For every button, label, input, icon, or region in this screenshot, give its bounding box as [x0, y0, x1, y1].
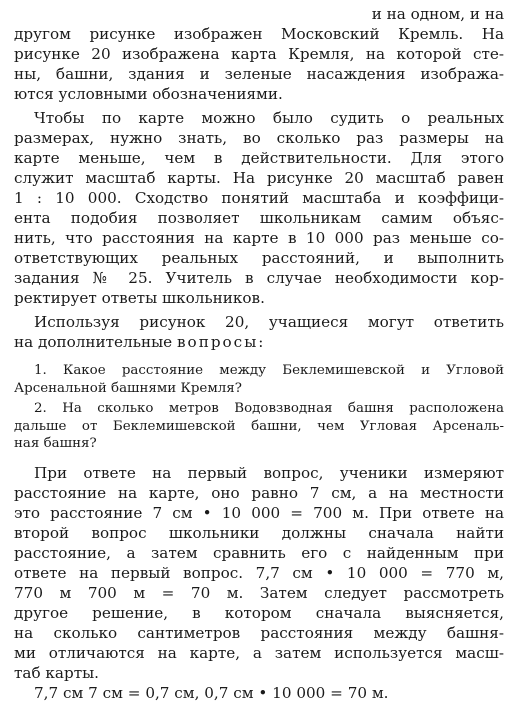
question-line: дальше от Беклемишевской башни, чем Угловая Арсеналь-	[14, 418, 504, 434]
question-1	[14, 362, 504, 397]
text-line: Чтобы по карте можно было судить о реальных	[34, 109, 504, 127]
question-2	[14, 400, 504, 453]
text-line: ны, башни, здания и зеленые насаждения изобража-	[14, 65, 504, 83]
text-line: второй вопрос школьники должны сначала найти	[14, 523, 504, 542]
text-line: 1 : 10 000. Сходство понятий масштаба и коэффици-	[14, 189, 504, 207]
text-line: другое решение, в котором сначала выясняется,	[14, 603, 504, 622]
questions-block	[14, 362, 504, 453]
text-line: 770 м 700 м = 70 м. Затем следует рассмотреть	[14, 583, 504, 602]
question-line: ная башня?	[14, 436, 97, 451]
text-line: Используя рисунок 20, учащиеся могут ответить	[34, 313, 504, 331]
paragraph-3	[14, 312, 504, 352]
text-line: таб карты.	[14, 663, 100, 682]
text-line: При ответе на первый вопрос, ученики измеряют	[34, 463, 504, 482]
text-line: это расстояние 7 см • 10 000 = 700 м. При ответе на	[14, 503, 504, 522]
text-line	[14, 332, 504, 352]
text-line: служит масштаб карты. На рисунке 20 масштаб равен	[14, 169, 504, 187]
paragraph-4	[14, 463, 504, 683]
text-line: расстояние на карте, оно равно 7 см, а на местности	[14, 483, 504, 502]
question-line: 1. Какое расстояние между Беклемишевской и Угловой	[34, 363, 504, 378]
text-line: расстояние, а затем сравнить его с найденным при	[14, 543, 504, 562]
paragraph-1	[14, 4, 504, 104]
emphasized-text: вопросы:	[177, 333, 266, 351]
text-line: ответе на первый вопрос. 7,7 см • 10 000 = 770 м,	[14, 563, 504, 582]
text-line: другом рисунке изображен Московский Кремль. На	[14, 25, 504, 43]
text-fragment: на дополнительные	[14, 333, 177, 351]
text-line: ются условными обозначениями.	[14, 85, 283, 103]
paragraph-2	[14, 108, 504, 308]
document-page	[14, 4, 504, 703]
text-line: ректирует ответы школьников.	[14, 289, 265, 307]
text-line: размерах, нужно знать, во сколько раз размеры на	[14, 129, 504, 147]
text-line: ми отличаются на карте, а затем используется масш-	[14, 643, 504, 662]
text-line: нить, что расстояния на карте в 10 000 раз меньше со-	[14, 229, 504, 247]
question-line: 2. На сколько метров Водовзводная башня расположена	[34, 401, 504, 416]
text-line: ответствующих реальных расстояний, и выполнить	[14, 249, 504, 267]
text-line: на сколько сантиметров расстояния между башня-	[14, 623, 504, 642]
text-line: ента подобия позволяет школьникам самим объяс-	[14, 209, 504, 227]
formula-line: 7,7 см 7 см = 0,7 см, 0,7 см • 10 000 = 70 м.	[34, 683, 389, 702]
text-line: и на одном, и на	[371, 5, 504, 23]
text-line: карте меньше, чем в действительности. Для этого	[14, 149, 504, 167]
text-line: рисунке 20 изображена карта Кремля, на которой сте-	[14, 45, 504, 63]
text-line: задания № 25. Учитель в случае необходимости кор-	[14, 269, 504, 287]
question-line: Арсенальной башнями Кремля?	[14, 380, 242, 396]
